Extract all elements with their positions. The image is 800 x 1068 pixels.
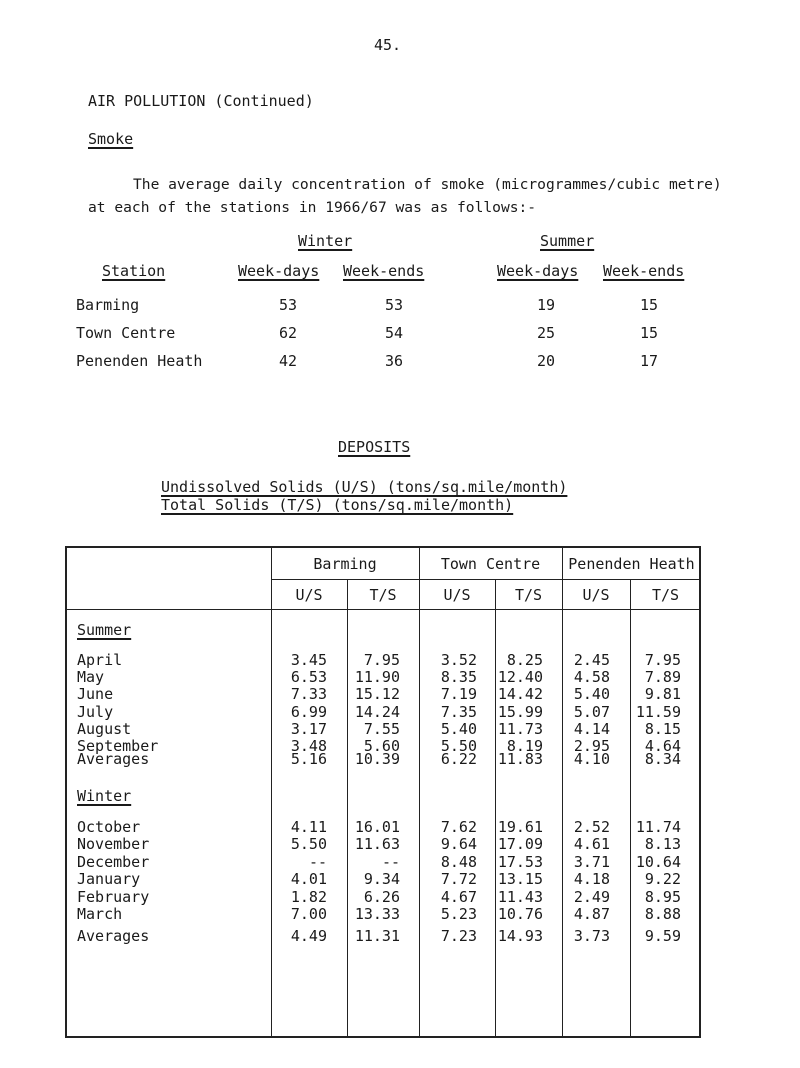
- table-cell: 7.72: [440, 870, 477, 889]
- winter-label: Winter: [77, 787, 132, 805]
- table-cell: 15.99: [497, 702, 543, 721]
- table-cell: 2.45: [573, 651, 610, 669]
- row-label: September: [77, 737, 159, 755]
- table-cell: 7.55: [363, 719, 400, 738]
- smoke-group-summer: Summer: [540, 232, 595, 250]
- table-cell: 2.52: [573, 818, 610, 836]
- intro-line-1: The average daily concentration of smoke (microgrammes/cubic metre): [133, 176, 722, 193]
- table-cell: 8.25: [506, 651, 543, 669]
- table-cell: 7.19: [440, 685, 477, 704]
- table-cell: 4.64: [644, 737, 681, 755]
- table-cell: 8.88: [644, 905, 681, 923]
- table-cell: 5.60: [363, 737, 400, 755]
- smoke-col-winter-weekdays: Week-days: [238, 262, 320, 280]
- row-label: December: [77, 852, 150, 871]
- smoke-row-station: Town Centre: [76, 324, 176, 342]
- smoke-col-station: Station: [102, 262, 166, 280]
- table-cell: 3.71: [573, 852, 610, 871]
- table-cell: 8.95: [644, 887, 681, 906]
- table-cell: 5.23: [440, 905, 477, 923]
- table-cell: 4.67: [440, 887, 477, 906]
- table-cell: 14.93: [497, 927, 543, 945]
- table-cell: 1.82: [290, 887, 327, 906]
- table-cell: 9.59: [644, 927, 681, 945]
- smoke-row-value: 25: [537, 324, 556, 342]
- table-cell: 8.13: [644, 835, 681, 854]
- station-header-town-centre: Town Centre: [440, 555, 541, 573]
- table-cell: 5.16: [290, 750, 327, 768]
- table-cell: 9.34: [363, 870, 400, 889]
- table-cell: 6.26: [363, 887, 400, 906]
- table-cell: 7.95: [363, 651, 400, 669]
- table-cell: 10.76: [497, 905, 543, 923]
- smoke-group-winter: Winter: [298, 232, 353, 250]
- smoke-col-winter-weekends: Week-ends: [343, 262, 425, 280]
- smoke-row-value: 53: [279, 296, 298, 314]
- row-label: October: [77, 818, 141, 836]
- table-cell: 8.34: [644, 750, 681, 768]
- station-header-penenden-heath: Penenden Heath: [568, 555, 695, 573]
- table-cell: 4.01: [290, 870, 327, 889]
- table-cell: 11.31: [354, 927, 400, 945]
- row-label: May: [77, 668, 105, 687]
- table-cell: 7.00: [290, 905, 327, 923]
- subheader-us: U/S: [295, 586, 323, 604]
- table-cell: 5.40: [440, 719, 477, 738]
- table-cell: 9.81: [644, 685, 681, 704]
- row-label: March: [77, 905, 123, 923]
- table-cell: 9.22: [644, 870, 681, 889]
- table-cell: 8.19: [506, 737, 543, 755]
- subheader-ts: T/S: [369, 586, 397, 604]
- table-cell: 14.42: [497, 685, 543, 704]
- table-cell: 4.14: [573, 719, 610, 738]
- table-cell: 13.15: [497, 870, 543, 889]
- table-cell: 7.35: [440, 702, 477, 721]
- section-title: AIR POLLUTION (Continued): [88, 92, 314, 110]
- row-label: Averages: [77, 927, 150, 945]
- smoke-row-value: 17: [640, 352, 659, 370]
- table-cell: 5.50: [440, 737, 477, 755]
- smoke-row-value: 53: [385, 296, 404, 314]
- deposits-line-1: Undissolved Solids (U/S) (tons/sq.mile/month): [161, 478, 568, 496]
- table-cell: 14.24: [354, 702, 400, 721]
- smoke-row-value: 62: [279, 324, 298, 342]
- table-cell: 6.22: [440, 750, 477, 768]
- smoke-col-summer-weekends: Week-ends: [603, 262, 685, 280]
- subheader-us: U/S: [582, 586, 610, 604]
- table-cell: 11.59: [635, 702, 681, 721]
- subheading-smoke: Smoke: [88, 130, 134, 148]
- row-label: Averages: [77, 750, 150, 768]
- table-cell: 11.74: [635, 818, 681, 836]
- table-cell: 6.99: [290, 702, 327, 721]
- smoke-row-value: 20: [537, 352, 556, 370]
- table-cell: 16.01: [354, 818, 400, 836]
- row-label: July: [77, 702, 114, 721]
- table-cell: --: [308, 852, 327, 871]
- table-cell: 2.49: [573, 887, 610, 906]
- subheader-ts: T/S: [651, 586, 680, 604]
- table-cell: 5.07: [573, 702, 610, 721]
- table-cell: 11.73: [497, 719, 543, 738]
- table-cell: 4.11: [290, 818, 327, 836]
- smoke-row-value: 19: [537, 296, 556, 314]
- table-cell: 17.09: [497, 835, 543, 854]
- smoke-row-value: 15: [640, 324, 659, 342]
- table-cell: 7.95: [644, 651, 681, 669]
- table-cell: 2.95: [573, 737, 610, 755]
- table-cell: 12.40: [497, 668, 543, 687]
- summer-label: Summer: [77, 621, 132, 639]
- row-label: February: [77, 887, 150, 906]
- deposits-title: DEPOSITS: [338, 438, 411, 456]
- table-cell: 4.58: [573, 668, 610, 687]
- row-label: June: [77, 685, 114, 704]
- table-cell: 17.53: [497, 852, 543, 871]
- smoke-row-value: 54: [385, 324, 404, 342]
- table-cell: 7.33: [290, 685, 327, 704]
- smoke-row-value: 42: [279, 352, 298, 370]
- table-cell: 3.17: [290, 719, 327, 738]
- table-cell: 10.64: [635, 852, 681, 871]
- intro-line-2: at each of the stations in 1966/67 was as follows:-: [88, 199, 537, 216]
- table-cell: 4.49: [290, 927, 327, 945]
- smoke-row-value: 36: [385, 352, 404, 370]
- table-cell: 4.10: [573, 750, 610, 768]
- table-cell: 9.64: [440, 835, 477, 854]
- subheader-ts: T/S: [514, 586, 543, 604]
- table-cell: 3.45: [290, 651, 327, 669]
- table-cell: 11.63: [354, 835, 400, 854]
- table-cell: 11.90: [354, 668, 400, 687]
- table-cell: 15.12: [354, 685, 400, 704]
- deposits-line-2: Total Solids (T/S) (tons/sq.mile/month): [161, 496, 514, 514]
- row-label: November: [77, 835, 150, 854]
- smoke-row-value: 15: [640, 296, 659, 314]
- table-cell: 7.62: [440, 818, 477, 836]
- table-cell: 3.48: [290, 737, 327, 755]
- table-cell: 5.40: [573, 685, 610, 704]
- table-cell: 3.73: [573, 927, 610, 945]
- table-cell: 4.87: [573, 905, 610, 923]
- smoke-row-station: Penenden Heath: [76, 352, 203, 370]
- table-cell: 8.15: [644, 719, 681, 738]
- station-header-barming: Barming: [313, 555, 377, 573]
- table-cell: 13.33: [354, 905, 400, 923]
- table-cell: 10.39: [354, 750, 400, 768]
- table-cell: 6.53: [290, 668, 327, 687]
- table-cell: 11.43: [497, 887, 543, 906]
- table-cell: 7.23: [440, 927, 477, 945]
- table-cell: 4.18: [573, 870, 610, 889]
- row-label: August: [77, 719, 132, 738]
- row-label: April: [77, 651, 123, 669]
- table-cell: 8.48: [440, 852, 477, 871]
- table-cell: 8.35: [440, 668, 477, 687]
- table-cell: 5.50: [290, 835, 327, 854]
- smoke-col-summer-weekdays: Week-days: [497, 262, 579, 280]
- row-label: January: [77, 870, 141, 889]
- table-cell: 4.61: [573, 835, 610, 854]
- deposits-table: [65, 546, 701, 1038]
- table-cell: 3.52: [440, 651, 477, 669]
- table-cell: 7.89: [644, 668, 681, 687]
- smoke-row-station: Barming: [76, 296, 140, 314]
- table-cell: 19.61: [497, 818, 543, 836]
- page-number: 45.: [374, 36, 402, 54]
- subheader-us: U/S: [443, 586, 471, 604]
- table-cell: --: [381, 852, 400, 871]
- table-cell: 11.83: [497, 750, 543, 768]
